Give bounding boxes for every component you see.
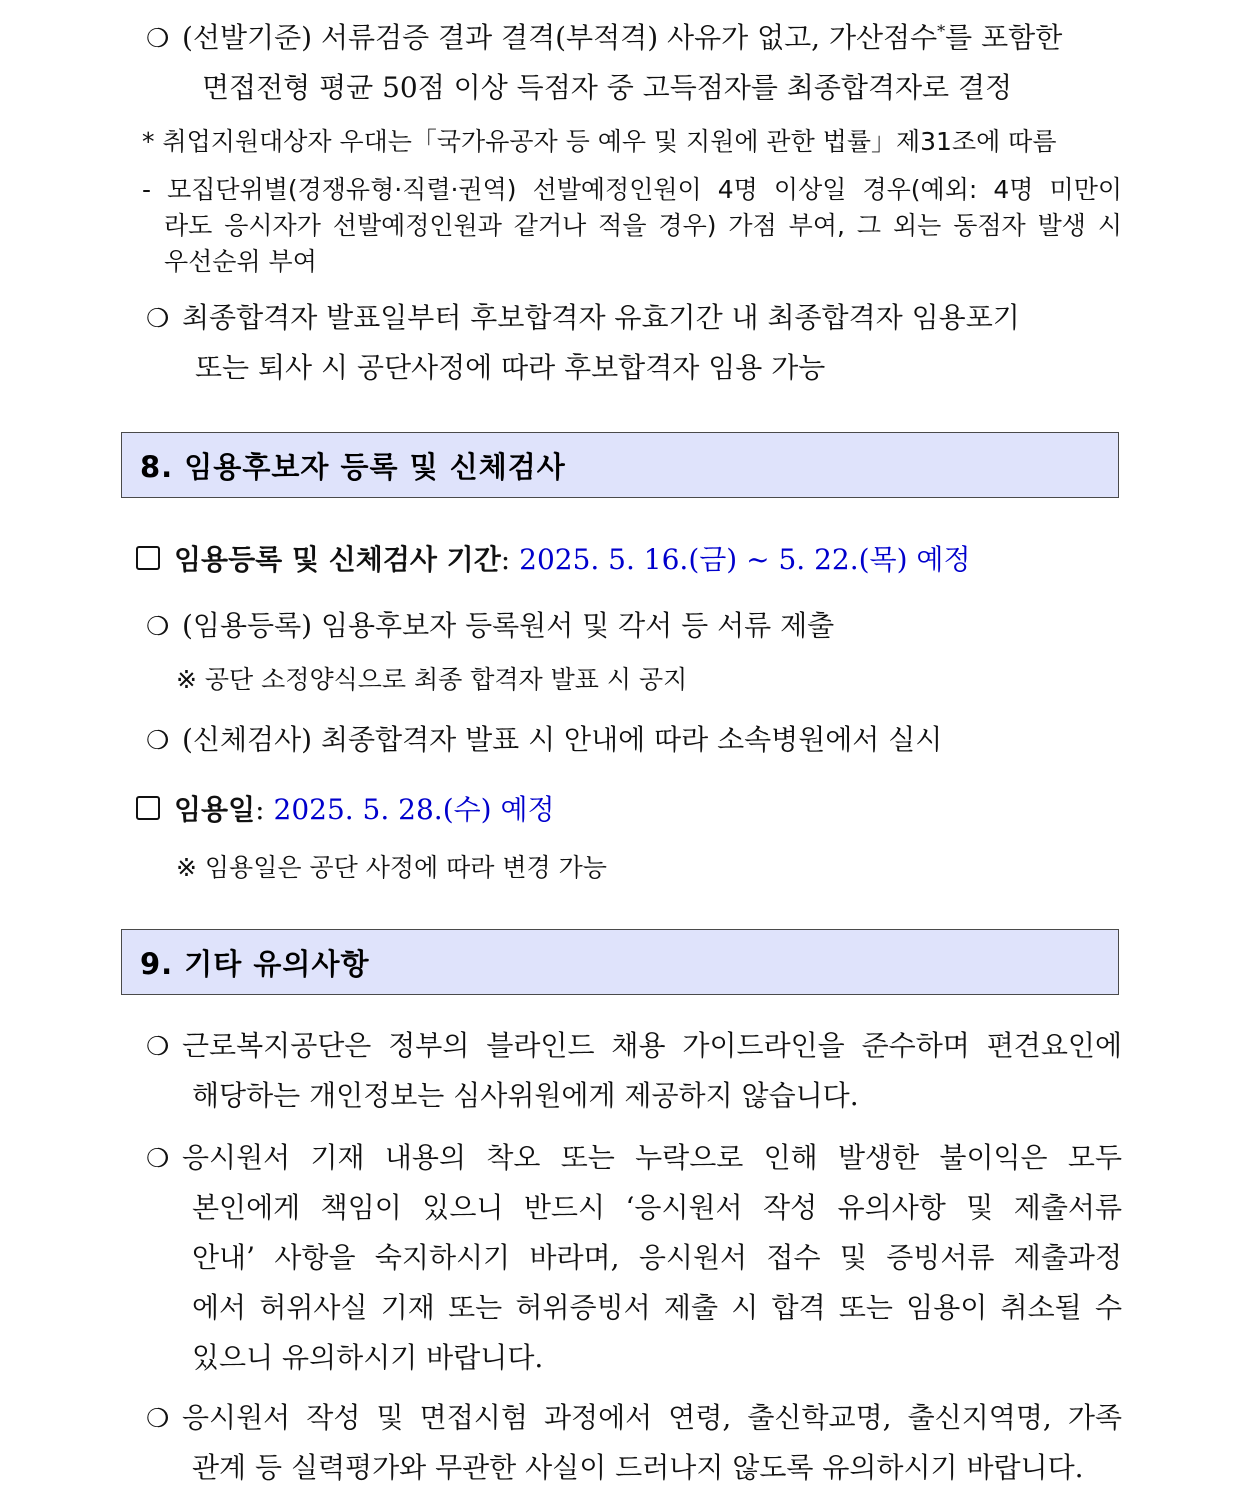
registration-period-label: 임용등록 및 신체검사 기간	[174, 543, 501, 576]
section-8-header	[121, 432, 1119, 498]
selection-criteria-text: (선발기준) 서류검증 결과 결격(부적격) 사유가 없고, 가산점수	[182, 21, 938, 54]
bonus-rule-line1: - 모집단위별(경쟁유형·직렬·권역) 선발예정인원이 4명 이상일 경우(예외: 4명 미만이	[142, 175, 1122, 204]
section-8-title: 8. 임용후보자 등록 및 신체검사	[140, 450, 566, 484]
reserve-candidate-text: 최종합격자 발표일부터 후보합격자 유효기간 내 최종합격자 임용포기	[182, 301, 1020, 334]
label-colon: :	[255, 793, 265, 826]
registration-form-note: ※ 공단 소정양식으로 최종 합격자 발표 시 공지	[176, 665, 688, 694]
bullet-circle-icon: ❍	[146, 1144, 170, 1174]
reserve-candidate-line1	[146, 296, 1122, 336]
application-errors-line1	[146, 1136, 1122, 1176]
selection-criteria-text-end: 를 포함한	[945, 21, 1063, 54]
registration-period-value: 2025. 5. 16.(금) ~ 5. 22.(목) 예정	[519, 543, 971, 576]
preference-note: * 취업지원대상자 우대는「국가유공자 등 예우 및 지원에 관한 법률」제31조에 따름	[142, 127, 1057, 156]
bullet-circle-icon: ❍	[146, 1032, 170, 1062]
appointment-date-value: 2025. 5. 28.(수) 예정	[273, 793, 555, 826]
application-errors-line5: 있으니 유의하시기 바랍니다.	[192, 1341, 544, 1374]
registration-docs-text: (임용등록) 임용후보자 등록원서 및 각서 등 서류 제출	[182, 609, 835, 642]
bonus-rule-line2: 라도 응시자가 선발예정인원과 같거나 적을 경우) 가점 부여, 그 외는 동점자 발생 시	[164, 211, 1122, 240]
label-colon: :	[500, 543, 511, 576]
irrelevant-info-text: 응시원서 작성 및 면접시험 과정에서 연령, 출신학교명, 출신지역명, 가족	[182, 1401, 1122, 1434]
blind-hiring-text: 근로복지공단은 정부의 블라인드 채용 가이드라인을 준수하며 편견요인에	[182, 1029, 1122, 1062]
bullet-circle-icon: ❍	[146, 726, 170, 756]
application-errors-line3: 안내’ 사항을 숙지하시기 바라며, 응시원서 접수 및 증빙서류 제출과정	[192, 1241, 1122, 1274]
selection-criteria-line1	[146, 16, 1122, 56]
bullet-circle-icon: ❍	[146, 1404, 170, 1434]
selection-criteria-line2: 면접전형 평균 50점 이상 득점자 중 고득점자를 최종합격자로 결정	[202, 71, 1013, 104]
irrelevant-info-line1	[146, 1396, 1122, 1436]
checkbox-square-icon	[136, 546, 160, 570]
blind-hiring-line1	[146, 1024, 1122, 1064]
checkbox-square-icon	[136, 796, 160, 820]
blind-hiring-line2: 해당하는 개인정보는 심사위원에게 제공하지 않습니다.	[192, 1079, 859, 1112]
medical-exam-item	[146, 718, 942, 758]
footnote-marker: *	[937, 21, 946, 41]
section-9-header	[121, 929, 1119, 995]
appointment-date-note: ※ 임용일은 공단 사정에 따라 변경 가능	[176, 853, 607, 882]
application-errors-line2: 본인에게 책임이 있으니 반드시 ‘응시원서 작성 유의사항 및 제출서류	[192, 1191, 1122, 1224]
bonus-rule-line3: 우선순위 부여	[164, 247, 317, 276]
irrelevant-info-line2: 관계 등 실력평가와 무관한 사실이 드러나지 않도록 유의하시기 바랍니다.	[192, 1451, 1084, 1484]
medical-exam-text: (신체검사) 최종합격자 발표 시 안내에 따라 소속병원에서 실시	[182, 723, 943, 756]
bullet-circle-icon: ❍	[146, 612, 170, 642]
section-9-title: 9. 기타 유의사항	[140, 947, 370, 981]
reserve-candidate-line2: 또는 퇴사 시 공단사정에 따라 후보합격자 임용 가능	[195, 351, 826, 384]
bullet-circle-icon: ❍	[146, 24, 170, 54]
application-errors-text: 응시원서 기재 내용의 착오 또는 누락으로 인해 발생한 불이익은 모두	[182, 1141, 1122, 1174]
bullet-circle-icon: ❍	[146, 304, 170, 334]
registration-period-item	[136, 538, 971, 578]
appointment-date-item	[136, 788, 555, 828]
registration-docs-item	[146, 604, 834, 644]
appointment-date-label: 임용일	[174, 793, 256, 826]
application-errors-line4: 에서 허위사실 기재 또는 허위증빙서 제출 시 합격 또는 임용이 취소될 수	[192, 1291, 1122, 1324]
